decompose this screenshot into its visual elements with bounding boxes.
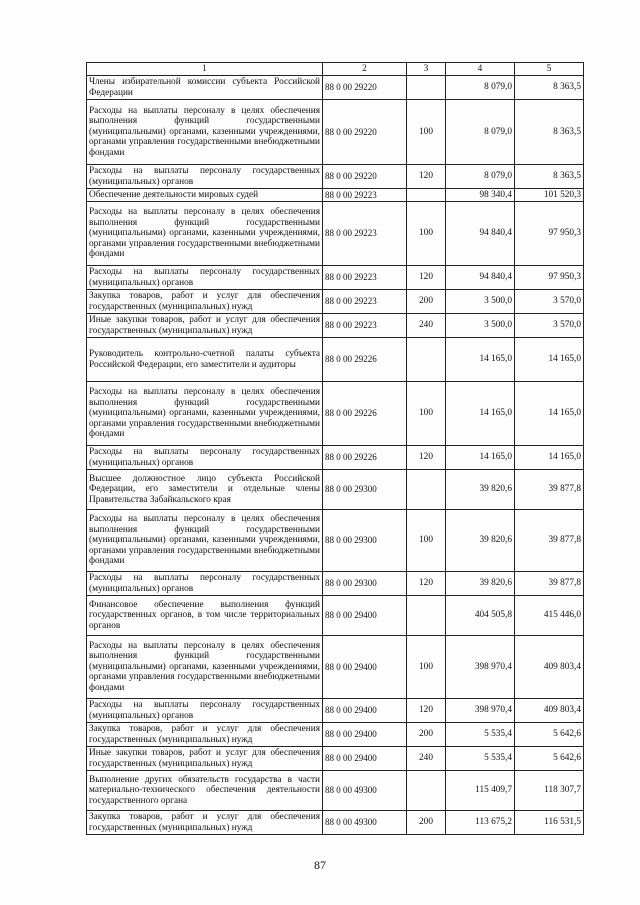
table-row — [87, 446, 584, 470]
table-row — [87, 314, 584, 338]
row-name: Расходы на выплаты персоналу государственных (муниципальных) органов — [87, 165, 323, 189]
row-name: Обеспечение деятельности мировых судей — [87, 189, 323, 202]
row-vr: 100 — [407, 510, 446, 572]
row-year2: 39 877,8 — [515, 470, 584, 510]
row-name: Расходы на выплаты персоналу в целях обеспечения выполнения функций государственными (муниципальными) органами, казенными учреждениями, органами управления государственными внебюджетными фондами — [87, 382, 323, 446]
row-year1: 8 079,0 — [446, 76, 515, 100]
row-csr: 88 0 00 29223 — [323, 189, 407, 202]
row-csr: 88 0 00 29400 — [323, 596, 407, 636]
row-vr: 100 — [407, 202, 446, 266]
row-csr: 88 0 00 49300 — [323, 811, 407, 835]
row-vr: 100 — [407, 100, 446, 165]
row-vr — [407, 338, 446, 382]
row-name: Закупка товаров, работ и услуг для обеспечения государственных (муниципальных) нужд — [87, 290, 323, 314]
row-name: Расходы на выплаты персоналу государственных (муниципальных) органов — [87, 446, 323, 470]
row-name: Расходы на выплаты персоналу в целях обеспечения выполнения функций государственными (муниципальными) органами, казенными учреждениями, органами управления государственными внебюджетными фондами — [87, 636, 323, 699]
row-vr: 100 — [407, 636, 446, 699]
row-year1: 3 500,0 — [446, 290, 515, 314]
row-csr: 88 0 00 29223 — [323, 266, 407, 290]
row-year2: 97 950,3 — [515, 266, 584, 290]
row-csr: 88 0 00 29300 — [323, 510, 407, 572]
table-row — [87, 165, 584, 189]
row-csr: 88 0 00 29220 — [323, 165, 407, 189]
row-vr: 240 — [407, 747, 446, 771]
table-row — [87, 636, 584, 699]
row-csr: 88 0 00 29300 — [323, 572, 407, 596]
row-csr: 88 0 00 29400 — [323, 747, 407, 771]
row-csr: 88 0 00 29220 — [323, 76, 407, 100]
page-number: 87 — [314, 858, 326, 872]
row-year1: 5 535,4 — [446, 723, 515, 747]
row-year2: 97 950,3 — [515, 202, 584, 266]
header-col-vr: 3 — [407, 63, 446, 76]
row-csr: 88 0 00 29400 — [323, 723, 407, 747]
table-row — [87, 338, 584, 382]
row-year1: 39 820,6 — [446, 470, 515, 510]
row-name: Расходы на выплаты персоналу государственных (муниципальных) органов — [87, 266, 323, 290]
row-year2: 39 877,8 — [515, 572, 584, 596]
row-name: Финансовое обеспечение выполнения функций государственных органов, в том числе территориальных органов — [87, 596, 323, 636]
row-vr — [407, 596, 446, 636]
table-row — [87, 202, 584, 266]
table-row — [87, 572, 584, 596]
header-col-year2: 5 — [515, 63, 584, 76]
table-row — [87, 699, 584, 723]
row-vr: 100 — [407, 382, 446, 446]
row-year2: 116 531,5 — [515, 811, 584, 835]
header-col-csr: 2 — [323, 63, 407, 76]
row-name: Расходы на выплаты персоналу государственных (муниципальных) органов — [87, 572, 323, 596]
header-col-year1: 4 — [446, 63, 515, 76]
row-year1: 113 675,2 — [446, 811, 515, 835]
table-row — [87, 470, 584, 510]
row-csr: 88 0 00 29220 — [323, 100, 407, 165]
row-year1: 115 409,7 — [446, 771, 515, 811]
row-vr — [407, 470, 446, 510]
row-year2: 3 570,0 — [515, 290, 584, 314]
row-name: Расходы на выплаты персоналу в целях обеспечения выполнения функций государственными (муниципальными) органами, казенными учреждениями, органами управления государственными внебюджетными фондами — [87, 510, 323, 572]
row-year2: 118 307,7 — [515, 771, 584, 811]
table-row — [87, 723, 584, 747]
row-year2: 415 446,0 — [515, 596, 584, 636]
row-csr: 88 0 00 29226 — [323, 446, 407, 470]
row-vr — [407, 76, 446, 100]
row-vr: 120 — [407, 266, 446, 290]
row-year1: 39 820,6 — [446, 572, 515, 596]
row-vr — [407, 189, 446, 202]
table-row — [87, 266, 584, 290]
row-vr: 120 — [407, 165, 446, 189]
row-csr: 88 0 00 29400 — [323, 699, 407, 723]
row-name: Закупка товаров, работ и услуг для обеспечения государственных (муниципальных) нужд — [87, 811, 323, 835]
row-year1: 14 165,0 — [446, 382, 515, 446]
row-year2: 14 165,0 — [515, 446, 584, 470]
row-csr: 88 0 00 29300 — [323, 470, 407, 510]
table-header-row — [87, 63, 584, 76]
row-year1: 98 340,4 — [446, 189, 515, 202]
row-name: Расходы на выплаты персоналу государственных (муниципальных) органов — [87, 699, 323, 723]
row-name: Иные закупки товаров, работ и услуг для обеспечения государственных (муниципальных) нужд — [87, 314, 323, 338]
row-year2: 39 877,8 — [515, 510, 584, 572]
row-year1: 14 165,0 — [446, 338, 515, 382]
row-year1: 398 970,4 — [446, 699, 515, 723]
row-name: Руководитель контрольно-счетной палаты субъекта Российской Федерации, его заместители и аудиторы — [87, 338, 323, 382]
row-year2: 101 520,3 — [515, 189, 584, 202]
row-year2: 5 642,6 — [515, 747, 584, 771]
row-csr: 88 0 00 29226 — [323, 382, 407, 446]
row-vr — [407, 771, 446, 811]
row-year1: 94 840,4 — [446, 266, 515, 290]
budget-table — [86, 62, 584, 835]
row-name: Закупка товаров, работ и услуг для обеспечения государственных (муниципальных) нужд — [87, 723, 323, 747]
row-year1: 3 500,0 — [446, 314, 515, 338]
row-csr: 88 0 00 49300 — [323, 771, 407, 811]
row-csr: 88 0 00 29223 — [323, 202, 407, 266]
row-year2: 3 570,0 — [515, 314, 584, 338]
table-row — [87, 189, 584, 202]
row-year1: 39 820,6 — [446, 510, 515, 572]
table-row — [87, 771, 584, 811]
row-vr: 200 — [407, 723, 446, 747]
row-year1: 8 079,0 — [446, 100, 515, 165]
row-csr: 88 0 00 29400 — [323, 636, 407, 699]
row-name: Члены избирательной комиссии субъекта Российской Федерации — [87, 76, 323, 100]
row-year2: 5 642,6 — [515, 723, 584, 747]
row-csr: 88 0 00 29223 — [323, 290, 407, 314]
header-col-name: 1 — [87, 63, 323, 76]
row-name: Выполнение других обязательств государства в части материально-технического обеспечения деятельности государственного органа — [87, 771, 323, 811]
row-name: Расходы на выплаты персоналу в целях обеспечения выполнения функций государственными (муниципальными) органами, казенными учреждениями, органами управления государственными внебюджетными фондами — [87, 100, 323, 165]
table-row — [87, 76, 584, 100]
row-year1: 8 079,0 — [446, 165, 515, 189]
row-name: Высшее должностное лицо субъекта Российской Федерации, его заместители и отдельные члены Правительства Забайкальского края — [87, 470, 323, 510]
table-row — [87, 100, 584, 165]
row-year1: 398 970,4 — [446, 636, 515, 699]
row-vr: 120 — [407, 699, 446, 723]
table-body — [87, 76, 584, 835]
row-name: Иные закупки товаров, работ и услуг для обеспечения государственных (муниципальных) нужд — [87, 747, 323, 771]
row-vr: 200 — [407, 290, 446, 314]
row-vr: 240 — [407, 314, 446, 338]
table-row — [87, 510, 584, 572]
row-year2: 8 363,5 — [515, 100, 584, 165]
row-year2: 409 803,4 — [515, 636, 584, 699]
table-row — [87, 290, 584, 314]
row-year1: 14 165,0 — [446, 446, 515, 470]
row-csr: 88 0 00 29226 — [323, 338, 407, 382]
table-row — [87, 382, 584, 446]
table-row — [87, 811, 584, 835]
row-vr: 120 — [407, 572, 446, 596]
row-year1: 404 505,8 — [446, 596, 515, 636]
row-year2: 14 165,0 — [515, 382, 584, 446]
row-csr: 88 0 00 29223 — [323, 314, 407, 338]
table-row — [87, 747, 584, 771]
row-name: Расходы на выплаты персоналу в целях обеспечения выполнения функций государственными (муниципальными) органами, казенными учреждениями, органами управления государственными внебюджетными фондами — [87, 202, 323, 266]
row-year2: 409 803,4 — [515, 699, 584, 723]
row-year2: 8 363,5 — [515, 76, 584, 100]
row-year2: 14 165,0 — [515, 338, 584, 382]
table-row — [87, 596, 584, 636]
row-year2: 8 363,5 — [515, 165, 584, 189]
row-year1: 94 840,4 — [446, 202, 515, 266]
row-year1: 5 535,4 — [446, 747, 515, 771]
row-vr: 120 — [407, 446, 446, 470]
row-vr: 200 — [407, 811, 446, 835]
